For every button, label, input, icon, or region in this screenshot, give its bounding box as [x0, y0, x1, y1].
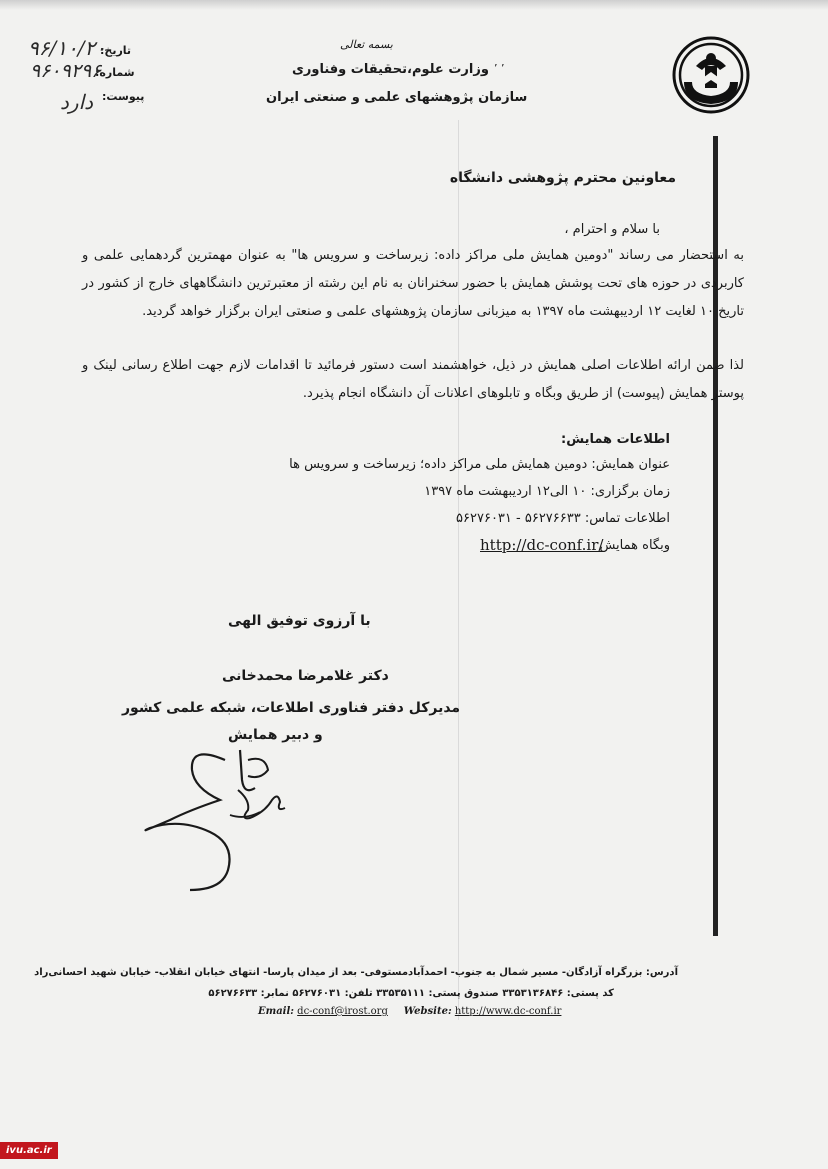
number-label: شماره:: [95, 66, 135, 79]
date-label: تاریخ:: [100, 44, 132, 57]
ivu-badge[interactable]: ivu.ac.ir: [0, 1142, 58, 1159]
paragraph-2: لذا ضمن ارائه اطلاعات اصلی همایش در ذیل، خواهشمند است دستور فرمائید تا اقدامات لازم جهت اطلاع رسانی لینک و پوستر همایش (پیوست) از طریق وبگاه و تابلوهای اعلانات آن دانشگاه انجام پذیرد.: [82, 358, 744, 401]
footer-email-link[interactable]: dc-conf@irost.org: [297, 1006, 388, 1017]
website-link[interactable]: http://dc-conf.ir/: [480, 536, 604, 554]
footer-website-link[interactable]: http://www.dc-conf.ir: [454, 1006, 562, 1017]
stray-mark: ٬ ٬: [494, 62, 505, 75]
addressee: معاونین محترم پژوهشی دانشگاه: [449, 170, 676, 186]
attachment-label: پیوست:: [102, 90, 145, 103]
irost-logo-icon: [672, 36, 750, 114]
info-time: زمان برگزاری: ۱۰ الی۱۲ اردیبهشت ماه ۱۳۹۷: [424, 484, 670, 499]
basmala: بسمه تعالی: [340, 38, 393, 51]
footer-contact: کد پستی: ۳۳۵۳۱۳۶۸۴۶ صندوق پستی: ۳۳۵۳۵۱۱۱ تلفن: ۵۶۲۷۶۰۳۱ نمابر: ۵۶۲۷۶۶۳۳: [208, 988, 614, 999]
info-heading: اطلاعات همایش:: [561, 432, 670, 447]
date-value: ۹۶/۱۰/۲۰: [28, 36, 106, 60]
signer-title: مدیرکل دفتر فناوری اطلاعات، شبکه علمی کشور: [122, 700, 461, 716]
signer-role: و دبیر همایش: [228, 727, 323, 743]
footer-address: آدرس: بزرگراه آزادگان- مسیر شمال به جنوب- احمدآبادمستوفی- بعد از میدان پارسا- انتهای خیابان انقلاب- خیابان شهید احسانی‌راد: [34, 967, 678, 978]
handwritten-signature: [130, 740, 300, 900]
info-contact: اطلاعات تماس: ۵۶۲۷۶۶۳۳ - ۵۶۲۷۶۰۳۱: [456, 511, 670, 526]
scan-top-edge: [0, 0, 828, 10]
footer-website-label: Website:: [403, 1006, 452, 1017]
paragraph-1: به استحضار می رساند "دومین همایش ملی مراکز داده: زیرساخت و سرویس ها" به عنوان مهمترین گردهمایی علمی و کاربردی در حوزه های تحت پوشش همایش با حضور سخنرانان به نام این رشته از معتبرترین دانشگاههای خارج از کشور در تاریخ ۱۰ لغایت ۱۲ اردیبهشت ماه ۱۳۹۷ به میزبانی سازمان پژوهشهای علمی و صنعتی ایران برگزار خواهد گردید.: [82, 248, 744, 319]
number-value: ۹۶۰۹۲۹۶: [30, 60, 102, 82]
info-title: عنوان همایش: دومین همایش ملی مراکز داده؛ زیرساخت و سرویس ها: [289, 457, 670, 472]
organization-name: سازمان پژوهشهای علمی و صنعتی ایران: [266, 90, 528, 105]
footer-links: [258, 1006, 561, 1017]
signer-name: دکتر غلامرضا محمدخانی: [222, 668, 389, 684]
footer-email-label: Email:: [258, 1006, 294, 1017]
closing-wish: با آرزوی توفیق الهی: [228, 613, 371, 629]
attachment-value: دارد: [60, 90, 94, 114]
ministry-name: وزارت علوم،تحقیقات وفناوری: [292, 62, 489, 77]
greeting: با سلام و احترام ،: [564, 222, 660, 237]
info-website-label: وبگاه همایش: [599, 538, 670, 553]
